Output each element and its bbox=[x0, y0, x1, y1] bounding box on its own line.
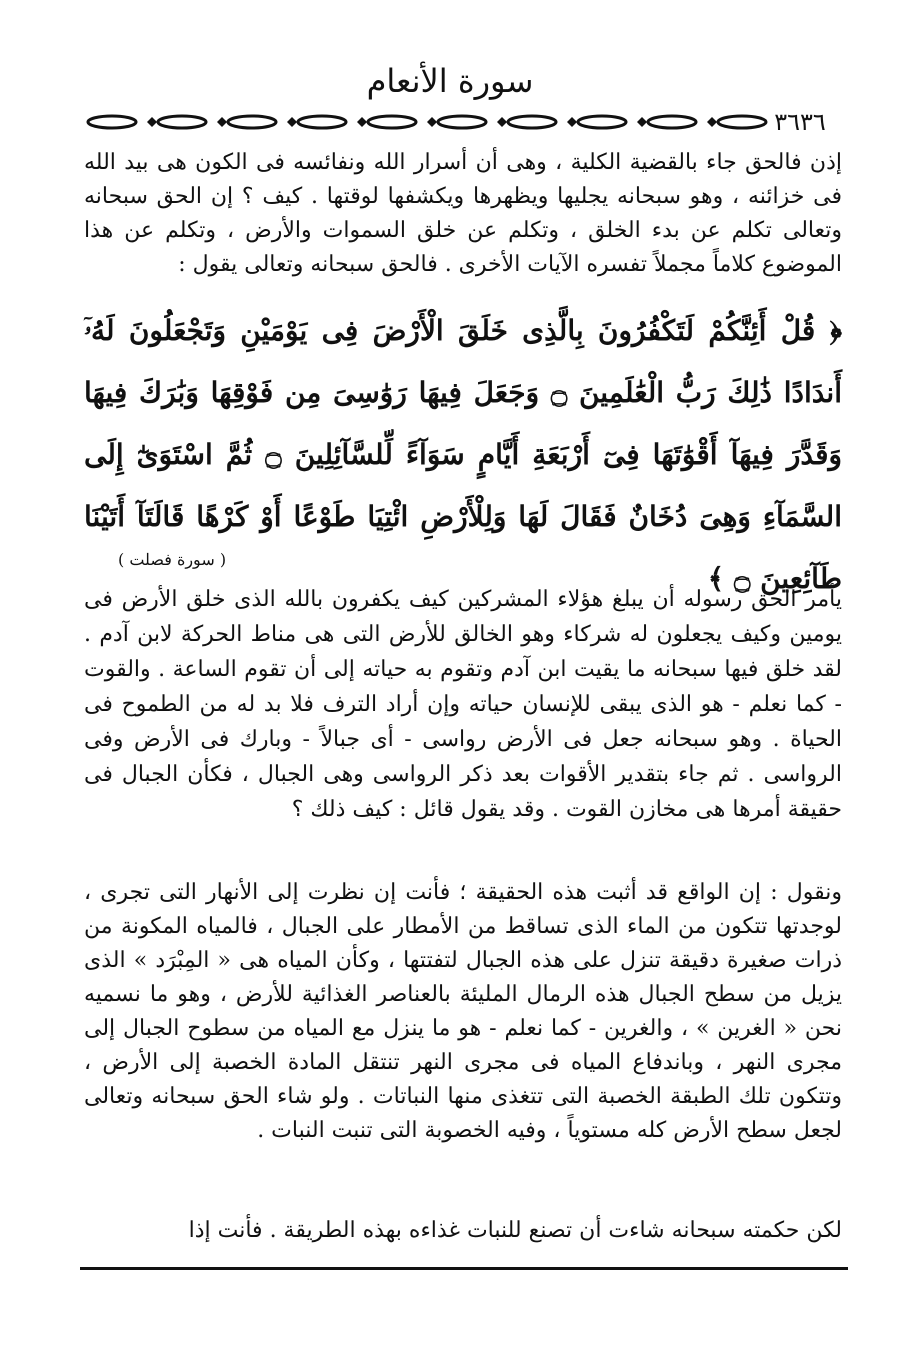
paragraph-intro-block bbox=[84, 146, 842, 282]
paragraph-2-block bbox=[84, 582, 842, 827]
paragraph-3: ونقول : إن الواقع قد أثبت هذه الحقيقة ؛ فأنت إن نظرت إلى الأنهار التى تجرى ، لوجدتها تتكون من الماء الذى تساقط من الأمطار على الجبال ، فالمياه المكونة من ذرات صغيرة دقيقة تنزل على هذه الجبال لتفتتها ، وكأن المياه هى « المِبْرَد » الذى يزيل من سطح الجبال هذه الرمال المليئة بالعناصر الغذائية للأرض ، وهو ما نسميه نحن « الغرين » ، والغرين - كما نعلم - هو ما ينزل مع المياه من سطوح الجبال إلى مجرى النهر ، وباندفاع المياه فى مجرى النهر تنتقل المادة الخصبة إلى الأرض ، وتتكون تلك الطبقة الخصبة التى تتغذى منها النباتات . ولو شاء الحق سبحانه وتعالى لجعل سطح الأرض كله مستوياً ، وفيه الخصوبة التى تنبت النبات . bbox=[84, 880, 842, 1143]
paragraph-4: لكن حكمته سبحانه شاءت أن تصنع للنبات غذاءه بهذه الطريقة . فأنت إذا bbox=[188, 1218, 842, 1243]
paragraph-2: يأمر الحق رسوله أن يبلغ هؤلاء المشركين كيف يكفرون بالله الذى خلق الأرض فى يومين وكيف يجعلون له شركاء وهو الخالق للأرض التى هى مناط الحركة لابن آدم . لقد خلق فيها سبحانه ما يقيت ابن آدم وتقوم به حياته إلى أن تقوم الساعة . والقوت - كما نعلم - هو الذى يبقى للإنسان حياته وإن أراد الترف فلا بد له من الطموح فى الحياة . وهو سبحانه جعل فى الأرض رواسى - أى جبالاً - وبارك فى الأرض وفى الرواسى . ثم جاء بتقدير الأقوات بعد ذكر الرواسى وهى الجبال ، فكأن الجبال فى حقيقة أمرها هى مخازن القوت . وقد يقول قائل : كيف ذلك ؟ bbox=[84, 587, 842, 822]
paragraph-4-block bbox=[84, 1214, 842, 1248]
bottom-rule bbox=[80, 1267, 848, 1270]
paragraph-intro: إذن فالحق جاء بالقضية الكلية ، وهى أن أسرار الله ونفائسه فى الكون هى بيد الله فى خزائنه ، وهو سبحانه يجليها ويظهرها ويكشفها لوقتها . كيف ؟ إن الحق سبحانه وتعالى تكلم عن بدء الخلق ، وتكلم عن خلق السموات والأرض ، وتكلم عن هذا الموضوع كلاماً مجملاً تفسره الآيات الأخرى . فالحق سبحانه وتعالى يقول : bbox=[84, 150, 842, 277]
paragraph-3-block bbox=[84, 876, 842, 1148]
page-number: ٣٦٣٦ bbox=[774, 108, 826, 136]
surah-title: سورة الأنعام bbox=[366, 62, 534, 100]
surah-reference: ( سورة فصلت ) bbox=[118, 550, 227, 569]
ornamental-border bbox=[82, 112, 772, 132]
quran-verses: ﴿ قُلْ أَئِنَّكُمْ لَتَكْفُرُونَ بِالَّذِى خَلَقَ الْأَرْضَ فِى يَوْمَيْنِ وَتَجْعَلُونَ لَهُۥٓ أَندَادًا ذَٰلِكَ رَبُّ الْعَٰلَمِينَ ۝ وَجَعَلَ فِيهَا رَوَٰسِىَ مِن فَوْقِهَا وَبَٰرَكَ فِيهَا وَقَدَّرَ فِيهَآ أَقْوَٰتَهَا فِىٓ أَرْبَعَةِ أَيَّامٍ سَوَآءً لِّلسَّآئِلِينَ ۝ ثُمَّ اسْتَوَىٰٓ إِلَى السَّمَآءِ وَهِىَ دُخَانٌ فَقَالَ لَهَا وَلِلْأَرْضِ ائْتِيَا طَوْعًا أَوْ كَرْهًا قَالَتَآ أَتَيْنَا طَآئِعِينَ ۝ ﴾ bbox=[84, 314, 843, 595]
